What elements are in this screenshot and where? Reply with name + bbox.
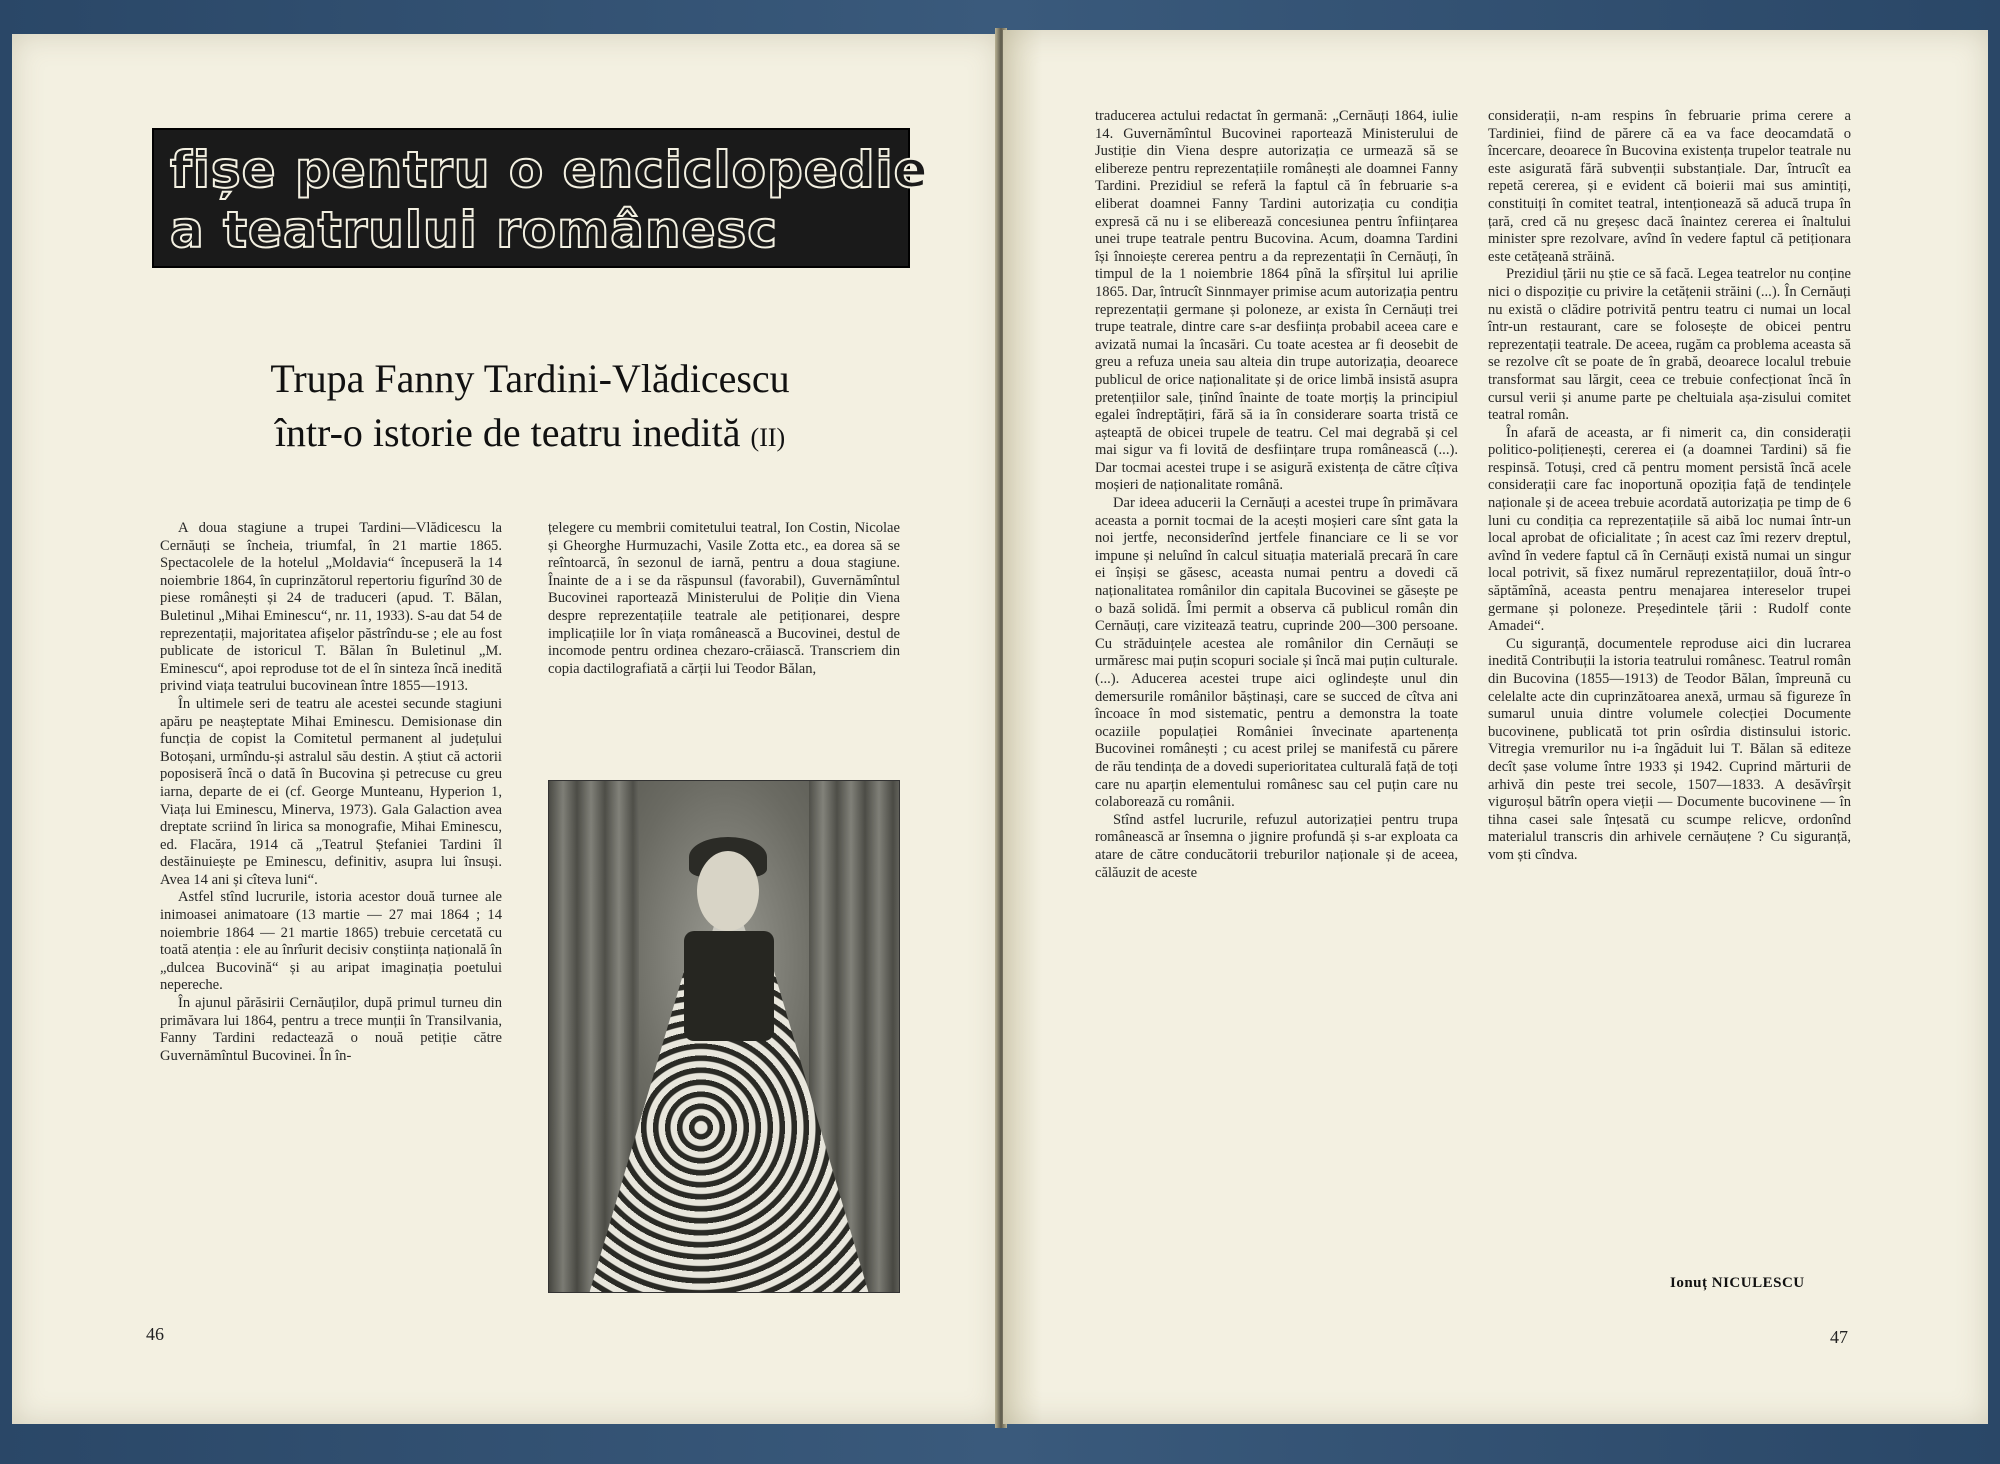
paragraph: În ultimele seri de teatru ale acestei secunde stagiuni apăru pe neașteptate Mihai Eminescu. Demisionase din funcția de copist la Comitetul permanent al județului Botoșani, urmîndu-și astralul său destin. A știut că actorii poposiseră încă o dată în Bucovina și petrecuse cu greu iarna, departe de ei (cf. George Munteanu, Hyperion 1, Viața lui Eminescu, Minerva, 1973). Gala Galaction avea dreptate scriind în lirica sa monografie, Mihai Eminescu, ed. Flacăra, 1914 că „Teatrul Ștefaniei Tardini îl destăinuiește pe Eminescu, definitiv, asupra lui însuși. Avea 14 ani și cîteva luni“.	[160, 695, 502, 888]
portrait-photo	[548, 780, 900, 1293]
title-line-2: într-o istorie de teatru inedită	[274, 410, 741, 455]
paragraph: În afară de aceasta, ar fi nimerit ca, din considerații politico-polițienești, cererea ei (a doamnei Tardini) să fie respinsă. Totuși, cred că pentru moment persistă încă acele considerații care fac inoportună opoziția față de tendințele naționale și de aceea trebuie acordată autorizația pe timp de 6 luni cu condiția ca reprezentațiile să aibă loc numai într-un local aprobat de oficialitate ; în acest caz îmi rezerv dreptul, avînd în vedere faptul că în Cernăuți există numai un singur local potrivit, să fixez numărul reprezentațiilor, două într-o săptămînă, aceasta pentru menajarea intereselor trupei germane și poloneze. Președintele țării : Rudolf conte Amadei“.	[1488, 424, 1851, 635]
banner-line-2: a teatrului românesc	[170, 201, 778, 259]
title-line-1: Trupa Fanny Tardini-Vlădicescu	[270, 356, 790, 401]
paragraph: traducerea actului redactat în germană: „Cernăuți 1864, iulie 14. Guvernămîntul Bucovinei raportează Ministerului de Justiție din Viena despre autorizația ce urmează să se elibereze pentru reprezentațiile românești ale doamnei Fanny Tardini. Prezidiul se referă la faptul că în februarie s-a eliberat doamnei Fanny Tardini autorizația cu condiția expresă că nu i se eliberează concesiunea pentru înființarea unei trupe teatrale pentru Bucovina. Acum, doamna Tardini își înnoiește cererea pentru a da reprezentații în Cernăuți, în timpul de la 1 noiembrie 1864 pînă la sfîrșitul lui aprilie 1865. Dar, întrucît Sinnmayer primise acum autorizația pentru reprezentații germane și poloneze, ar exista în Cernăuți trei trupe teatrale, dintre care s-ar desființa probabil aceea care e avizată numai la încasări. Cu toate acestea ar fi deosebit de greu a refuza uneia sau alteia din trupe autorizația, deoarece publicul de orice naționalitate și de orice limbă insistă asupra pretențiilor sale, ținînd înainte de toate morțiș la principiul egalei îndreptățiri, fără să ia în considerare soarta tristă ce așteaptă de obicei trupele de teatru. Cel mai degrabă și cel mai sigur va fi lovită de desființare trupa românească (...). Dar tocmai acestei trupe i se asigură existența de către cîțiva moșieri de naționalitate română.	[1095, 108, 1458, 494]
paragraph: țelegere cu membrii comitetului teatral, Ion Costin, Nicolae și Gheorghe Hurmuzachi, Vasile Zotta etc., ea dorea să se reîntoarcă, în sezonul de iarnă, pentru a doua stagiune. Înainte de a i se da răspunsul (favorabil), Guvernămîntul Bucovinei raportează Ministerului de Poliție din Viena despre reprezentațiile teatrale ale petiționarei, despre implicațiile lor în viața românească a Bucovinei, destul de incomode pentru ordinea chezaro-crăiască. Transcriem din copia dactilografiată a cărții lui Teodor Bălan,	[548, 520, 900, 677]
paragraph: Cu siguranță, documentele reproduse aici din lucrarea inedită Contribuții la istoria teatrului românesc. Teatrul român din Bucovina (1855—1913) de Teodor Bălan, împreună cu celelalte acte din cuprinzătoarea anexă, urmau să figureze în sumarul unuia dintre volumele colecției Documente bucovinene, publicată tot prin osîrdia distinsului istoric. Vitregia vremurilor nu i-a îngăduit lui T. Bălan să editeze decît șase volume între 1933 și 1942. Cuprind mărturii de arhivă din peste trei secole, 1507—1833. A desăvîrșit viguroșul bătrîn opera vieții — Documente bucovinene — în tihna casei sale înțesată cu scumpe relicve, ordonînd materialul transcris din arhivele cernăuțene ? Cu siguranță, vom ști cîndva.	[1488, 635, 1851, 863]
paragraph: Dar ideea aducerii la Cernăuți a acestei trupe în primăvara aceasta a pornit tocmai de la acești moșieri care sînt gata la noi jertfe, neconsiderînd jertfele financiare ce li se vor impune și neluînd în calcul situația materială precară în care ei înșiși se găsesc, aceasta numai pentru a dovedi că naționalitatea românilor din capitala Bucovinei se găsește pe o bază solidă. Îmi permit a observa că publicul român din Cernăuți, care vizitează teatru, cuprinde 200—300 persoane. Cu străduințele acestea ale românilor din Cernăuți se urmăresc mai puțin scopuri sociale și încă mai puțin culturale. (...). Aducerea acestei trupe aici oglindește unul din demersurile românilor băștinași, care se succed de cîtva ani încoace în mod sistematic, pentru a demonstra la toate ocaziile populației României învecinate apartenența Bucovinei românești ; cu acest prilej se manifestă cu părere de rău tendința de a dovedi superioritatea culturală față de toți care nu aparțin elementului românesc sau cel puțin care nu colaborează cu românii.	[1095, 495, 1458, 811]
paragraph: considerații, n-am respins în februarie prima cerere a Tardiniei, fiind de părere că ea va face deocamdată o încercare, deoarece în Bucovina existența trupelor teatrale nu este asigurată fără subvenții substanțiale. Dar, întrucît ea repetă cererea, și e evident că boierii mai sus amintiți, constituiți în comitet teatral, intenționează să aducă trupa în țară, cred că nu greșesc dacă înaintez cererea ei înaltului minister spre rezolvare, avînd în vedere faptul că petiționara este cetățeană străină.	[1488, 108, 1851, 265]
column-4	[1488, 108, 1851, 865]
paragraph: Prezidiul țării nu știe ce să facă. Legea teatrelor nu conține nici o dispoziție cu privire la cetățenii străini (...). În Cernăuți nu există o clădire potrivită pentru teatru ci numai un local într-un restaurant, care se folosește de obicei pentru reprezentații teatrale. De aceea, rugăm ca problema aceasta să se rezolve cît se poate de în grabă, deoarece localul trebuie transformat sau lărgit, ceea ce trebuie confecționat încă în cursul verii și anume parte pe cheltuiala așa-zisului comitet teatral român.	[1488, 266, 1851, 424]
paragraph: A doua stagiune a trupei Tardini—Vlădicescu la Cernăuți se încheia, triumfal, în 21 martie 1865. Spectacolele de la hotelul „Moldavia“ începuseră la 14 noiembrie 1864, în cuprinzătorul repertoriu figurînd 30 de piese românești și 24 de traduceri (apud. T. Bălan, Buletinul „Mihai Eminescu“, nr. 11, 1933). S-au dat 54 de reprezentații, majoritatea afișelor păstrîndu-se ; ele au fost publicate de istoricul T. Bălan în Buletinul „M. Eminescu“, apoi reproduse tot de el în sinteza încă inedită privind viața teatrului bucovinean între 1855—1913.	[160, 520, 502, 695]
banner-line-1: fișe pentru o enciclopedie	[170, 141, 929, 199]
paragraph: În ajunul părăsirii Cernăuților, după primul turneu din primăvara lui 1864, pentru a trece munții în Transilvania, Fanny Tardini redactează o nouă petiție către Guvernămîntul Bucovinei. În în-	[160, 995, 502, 1064]
page-number-right: 47	[1830, 1327, 1848, 1347]
page-number-left: 46	[146, 1324, 164, 1344]
article-title	[150, 352, 910, 465]
author-signature: Ionuț NICULESCU	[1670, 1275, 1805, 1291]
column-1	[160, 520, 502, 1065]
paragraph: Astfel stînd lucrurile, istoria acestor două turnee ale inimoasei animatoare (13 martie — 27 mai 1864 ; 14 noiembrie 1864 — 21 martie 1865) trebuie cercetată cu toată atenția : ele au înrîurit decisiv conștiința națională în „dulcea Bucovină“ și au aripat imaginația poetului nepereche.	[160, 889, 502, 994]
column-2	[548, 520, 900, 678]
paragraph: Stînd astfel lucrurile, refuzul autorizației pentru trupa românească ar însemna o jignire profundă și s-ar exploata ca atare de către conducătorii treburilor naționale și de aceea, călăuzit de aceste	[1095, 811, 1458, 881]
title-part-number: (II)	[750, 423, 786, 452]
column-3	[1095, 108, 1458, 882]
section-banner	[152, 128, 929, 268]
